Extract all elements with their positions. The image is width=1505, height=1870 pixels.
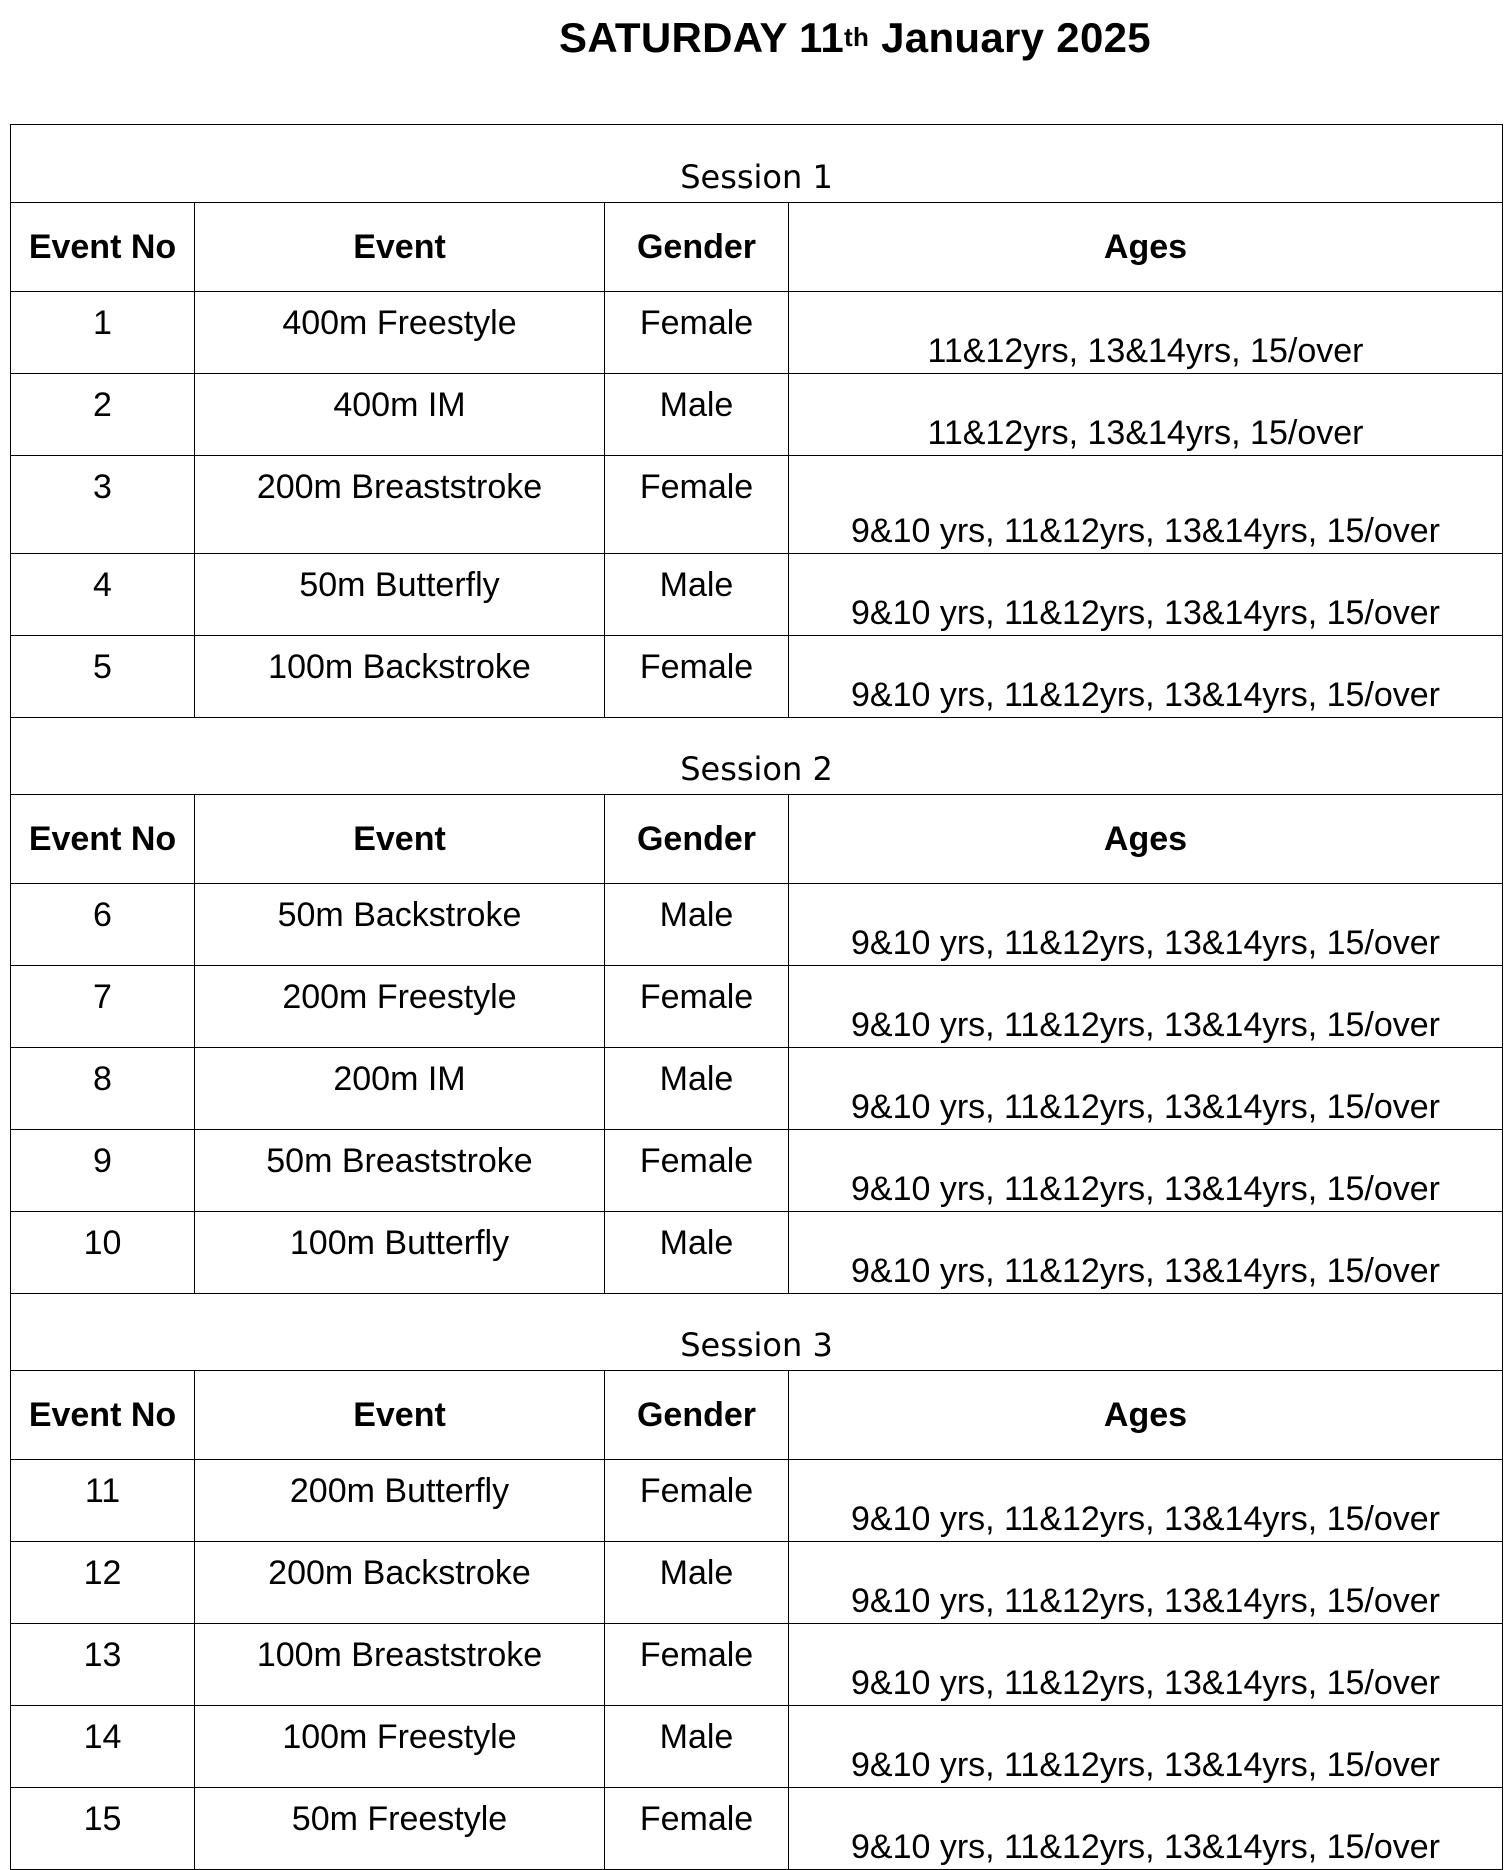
cell-gender: Female [605,966,789,1048]
cell-event-no: 5 [11,636,195,718]
cell-gender: Female [605,292,789,374]
cell-ages: 9&10 yrs, 11&12yrs, 13&14yrs, 15/over [789,1706,1503,1788]
cell-gender: Female [605,1460,789,1542]
table-row [11,554,1503,636]
cell-event: 200m Butterfly [195,1460,605,1542]
cell-gender: Female [605,456,789,554]
cell-event: 400m IM [195,374,605,456]
cell-event-no: 9 [11,1130,195,1212]
header-ages: Ages [789,203,1503,292]
cell-event: 50m Butterfly [195,554,605,636]
cell-gender: Male [605,554,789,636]
session-header-row [11,718,1503,795]
cell-ages: 11&12yrs, 13&14yrs, 15/over [789,292,1503,374]
cell-event-no: 12 [11,1542,195,1624]
cell-ages: 9&10 yrs, 11&12yrs, 13&14yrs, 15/over [789,884,1503,966]
table-row [11,1624,1503,1706]
title-rest: January 2025 [869,14,1151,61]
event-schedule-table [10,124,1503,1870]
cell-event-no: 10 [11,1212,195,1294]
cell-event: 200m Backstroke [195,1542,605,1624]
session-label: Session 2 [11,718,1503,795]
table-row [11,1706,1503,1788]
table-row [11,1788,1503,1870]
header-gender: Gender [605,795,789,884]
cell-ages: 9&10 yrs, 11&12yrs, 13&14yrs, 15/over [789,456,1503,554]
cell-ages: 9&10 yrs, 11&12yrs, 13&14yrs, 15/over [789,636,1503,718]
cell-event: 200m Freestyle [195,966,605,1048]
cell-event: 100m Backstroke [195,636,605,718]
title-main: SATURDAY 11 [559,14,845,61]
cell-gender: Male [605,374,789,456]
cell-event-no: 2 [11,374,195,456]
session-header-row [11,1294,1503,1371]
cell-event-no: 13 [11,1624,195,1706]
cell-ages: 9&10 yrs, 11&12yrs, 13&14yrs, 15/over [789,1542,1503,1624]
session-label: Session 3 [11,1294,1503,1371]
cell-event-no: 11 [11,1460,195,1542]
header-event-no: Event No [11,795,195,884]
cell-gender: Female [605,1788,789,1870]
header-event: Event [195,1371,605,1460]
cell-event: 100m Freestyle [195,1706,605,1788]
table-row [11,1460,1503,1542]
cell-gender: Female [605,636,789,718]
header-event: Event [195,203,605,292]
session-header-row [11,125,1503,203]
header-ages: Ages [789,1371,1503,1460]
cell-event: 50m Freestyle [195,1788,605,1870]
table-row [11,1212,1503,1294]
cell-event: 100m Butterfly [195,1212,605,1294]
cell-event: 400m Freestyle [195,292,605,374]
page-title [0,14,1505,62]
header-event-no: Event No [11,203,195,292]
table-row [11,292,1503,374]
cell-event-no: 14 [11,1706,195,1788]
table-row [11,374,1503,456]
table-row [11,1542,1503,1624]
cell-event-no: 4 [11,554,195,636]
header-ages: Ages [789,795,1503,884]
header-gender: Gender [605,203,789,292]
cell-ages: 9&10 yrs, 11&12yrs, 13&14yrs, 15/over [789,554,1503,636]
cell-event: 100m Breaststroke [195,1624,605,1706]
cell-gender: Male [605,1048,789,1130]
header-event-no: Event No [11,1371,195,1460]
cell-ages: 9&10 yrs, 11&12yrs, 13&14yrs, 15/over [789,1788,1503,1870]
header-event: Event [195,795,605,884]
cell-ages: 9&10 yrs, 11&12yrs, 13&14yrs, 15/over [789,966,1503,1048]
cell-ages: 9&10 yrs, 11&12yrs, 13&14yrs, 15/over [789,1460,1503,1542]
cell-gender: Female [605,1130,789,1212]
table-row [11,456,1503,554]
cell-event: 200m IM [195,1048,605,1130]
cell-event-no: 1 [11,292,195,374]
cell-event: 200m Breaststroke [195,456,605,554]
table-row [11,966,1503,1048]
title-superscript: th [844,22,870,52]
cell-event-no: 15 [11,1788,195,1870]
cell-event-no: 7 [11,966,195,1048]
header-gender: Gender [605,1371,789,1460]
cell-gender: Female [605,1624,789,1706]
table-row [11,1048,1503,1130]
cell-gender: Male [605,1706,789,1788]
cell-ages: 11&12yrs, 13&14yrs, 15/over [789,374,1503,456]
cell-event-no: 6 [11,884,195,966]
cell-ages: 9&10 yrs, 11&12yrs, 13&14yrs, 15/over [789,1212,1503,1294]
table-row [11,636,1503,718]
column-header-row [11,795,1503,884]
cell-gender: Male [605,1212,789,1294]
cell-event: 50m Breaststroke [195,1130,605,1212]
cell-ages: 9&10 yrs, 11&12yrs, 13&14yrs, 15/over [789,1048,1503,1130]
table-row [11,884,1503,966]
column-header-row [11,203,1503,292]
cell-event: 50m Backstroke [195,884,605,966]
table-row [11,1130,1503,1212]
cell-gender: Male [605,1542,789,1624]
cell-ages: 9&10 yrs, 11&12yrs, 13&14yrs, 15/over [789,1624,1503,1706]
column-header-row [11,1371,1503,1460]
cell-event-no: 3 [11,456,195,554]
cell-ages: 9&10 yrs, 11&12yrs, 13&14yrs, 15/over [789,1130,1503,1212]
cell-gender: Male [605,884,789,966]
session-label: Session 1 [11,125,1503,203]
cell-event-no: 8 [11,1048,195,1130]
